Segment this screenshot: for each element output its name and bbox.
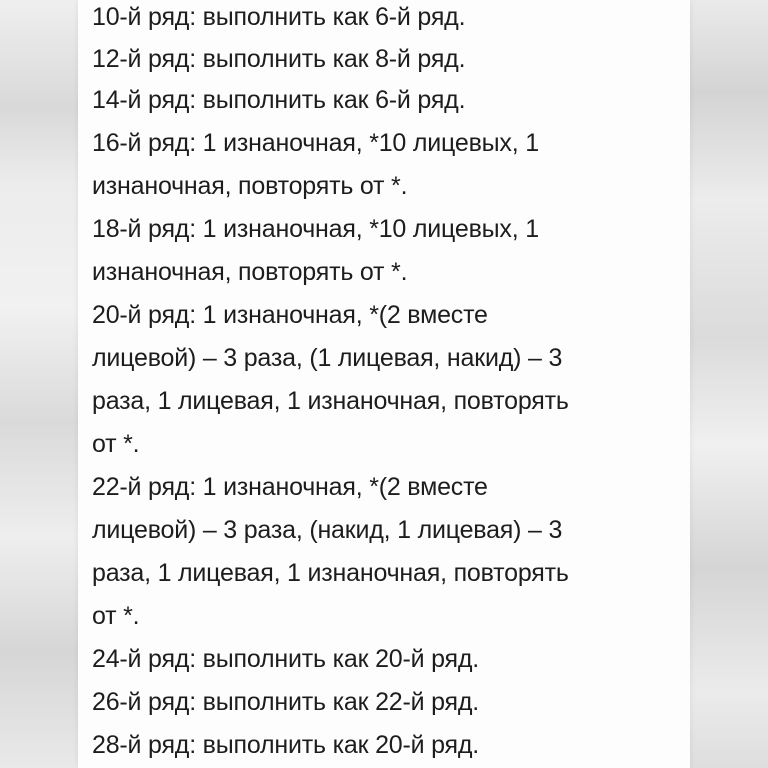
text-line: изнаночная, повторять от *. [92,258,408,286]
background-right-blur [690,0,768,768]
text-line: лицевой) – 3 раза, (накид, 1 лицевая) – 3 [92,516,563,544]
text-line: 10-й ряд: выполнить как 6-й ряд. [92,3,466,31]
text-line: 26-й ряд: выполнить как 22-й ряд. [92,688,480,716]
text-line: лицевой) – 3 раза, (1 лицевая, накид) – 3 [92,344,563,372]
text-line: 12-й ряд: выполнить как 8-й ряд. [92,45,466,73]
text-line: 18-й ряд: 1 изнаночная, *10 лицевых, 1 [92,215,539,243]
text-line: 20-й ряд: 1 изнаночная, *(2 вместе [92,301,488,329]
text-line: 28-й ряд: выполнить как 20-й ряд. [92,731,480,759]
text-line: 16-й ряд: 1 изнаночная, *10 лицевых, 1 [92,129,539,157]
text-line: от *. [92,430,140,458]
text-line: 22-й ряд: 1 изнаночная, *(2 вместе [92,473,488,501]
text-line: раза, 1 лицевая, 1 изнаночная, повторять [92,387,569,415]
text-line: от *. [92,602,140,630]
text-line: 14-й ряд: выполнить как 6-й ряд. [92,86,466,114]
text-line: 24-й ряд: выполнить как 20-й ряд. [92,645,480,673]
text-line: раза, 1 лицевая, 1 изнаночная, повторять [92,559,569,587]
background-left-blur [0,0,78,768]
text-line: изнаночная, повторять от *. [92,172,408,200]
